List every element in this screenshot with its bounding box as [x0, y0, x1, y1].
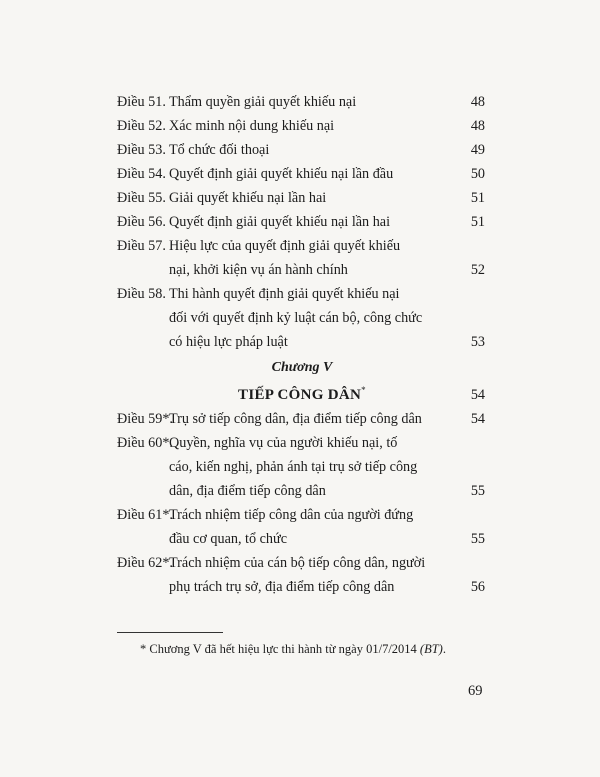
chapter-title [117, 378, 487, 407]
toc-entry [117, 138, 487, 162]
toc-entry-title-line: Trách nhiệm của cán bộ tiếp công dân, người [169, 555, 426, 571]
footnote-source: (BT) [419, 642, 443, 656]
toc-entry [117, 114, 487, 138]
toc-entry-page: 55 [470, 483, 485, 499]
toc-entry-page: 51 [470, 214, 485, 230]
chapter-page: 54 [470, 387, 485, 403]
page-number: 69 [468, 683, 483, 699]
toc-entry-title-line: Trụ sở tiếp công dân, địa điểm tiếp công dân [169, 411, 422, 427]
table-of-contents [117, 90, 487, 599]
toc-entry-title-line: đối với quyết định kỷ luật cán bộ, công chức [169, 310, 423, 326]
toc-entry-title [117, 210, 487, 234]
toc-entry-page: 55 [470, 531, 485, 547]
toc-entry-label: Điều 54. [117, 166, 166, 182]
toc-entry-title-line: cáo, kiến nghị, phản ánh tại trụ sở tiếp công [169, 459, 418, 475]
toc-entry [117, 162, 487, 186]
toc-entry-title-line: Tổ chức đối thoại [169, 142, 270, 158]
toc-entry [117, 551, 487, 599]
toc-entry-title-line: phụ trách trụ sở, địa điểm tiếp công dân [169, 579, 395, 595]
toc-entry-title-line: nại, khởi kiện vụ án hành chính [169, 262, 348, 278]
toc-entry-page: 53 [470, 334, 485, 350]
toc-entry-label: Điều 59*. [117, 411, 173, 427]
toc-entry-title-line: đầu cơ quan, tổ chức [169, 531, 288, 547]
toc-entry [117, 90, 487, 114]
footnote-text: * Chương V đã hết hiệu lực thi hành từ ngày 01/7/2014 [140, 642, 420, 656]
toc-entry-title [117, 186, 487, 210]
chapter-label: Chương V [271, 360, 333, 375]
toc-entry-title [117, 138, 487, 162]
toc-entry-title [117, 234, 487, 282]
toc-entry-title [117, 282, 487, 354]
toc-entry-title-line: Thẩm quyền giải quyết khiếu nại [169, 94, 357, 110]
footnote [140, 641, 446, 657]
toc-entry-page: 48 [470, 94, 485, 110]
chapter-title-text: TIẾP CÔNG DÂN [238, 387, 362, 403]
toc-entry [117, 282, 487, 354]
toc-entry-label: Điều 58. [117, 286, 166, 302]
toc-entry-label: Điều 61*. [117, 507, 173, 523]
toc-entry-title-line: Trách nhiệm tiếp công dân của người đứng [169, 507, 414, 523]
toc-entries-after [117, 407, 487, 599]
toc-entry-label: Điều 62*. [117, 555, 173, 571]
toc-entry-title-line: Giải quyết khiếu nại lần hai [169, 190, 327, 206]
toc-entry-label: Điều 53. [117, 142, 166, 158]
toc-entry-label: Điều 55. [117, 190, 166, 206]
toc-entries-before [117, 90, 487, 354]
toc-entry [117, 503, 487, 551]
toc-entry-page: 54 [470, 411, 485, 427]
toc-entry [117, 210, 487, 234]
toc-entry-label: Điều 57. [117, 238, 166, 254]
toc-entry-title-line: Hiệu lực của quyết định giải quyết khiếu [169, 238, 401, 254]
toc-entry [117, 431, 487, 503]
toc-entry-label: Điều 52. [117, 118, 166, 134]
chapter-footnote-mark: * [361, 385, 366, 395]
toc-entry-title-line: dân, địa điểm tiếp công dân [169, 483, 326, 499]
chapter-heading [117, 358, 487, 407]
toc-entry-label: Điều 60*. [117, 435, 173, 451]
toc-entry [117, 234, 487, 282]
toc-entry-title-line: Quyết định giải quyết khiếu nại lần hai [169, 214, 391, 230]
toc-entry-title [117, 162, 487, 186]
toc-entry-page: 52 [470, 262, 485, 278]
toc-entry-label: Điều 51. [117, 94, 166, 110]
toc-entry [117, 407, 487, 431]
toc-entry-page: 48 [470, 118, 485, 134]
toc-entry-title [117, 114, 487, 138]
toc-entry-title-line: có hiệu lực pháp luật [169, 334, 288, 350]
toc-entry-page: 49 [470, 142, 485, 158]
toc-entry-label: Điều 56. [117, 214, 166, 230]
toc-entry-page: 50 [470, 166, 485, 182]
toc-entry [117, 186, 487, 210]
toc-entry-title-line: Xác minh nội dung khiếu nại [169, 118, 335, 134]
footnote-end: . [442, 642, 446, 656]
toc-entry-page: 51 [470, 190, 485, 206]
toc-entry-title-line: Quyết định giải quyết khiếu nại lần đầu [169, 166, 394, 182]
toc-entry-title-line: Thi hành quyết định giải quyết khiếu nại [169, 286, 400, 302]
toc-entry-title [117, 90, 487, 114]
toc-entry-page: 56 [470, 579, 485, 595]
footnote-rule [117, 632, 223, 633]
toc-entry-title-line: Quyền, nghĩa vụ của người khiếu nại, tố [169, 435, 398, 451]
